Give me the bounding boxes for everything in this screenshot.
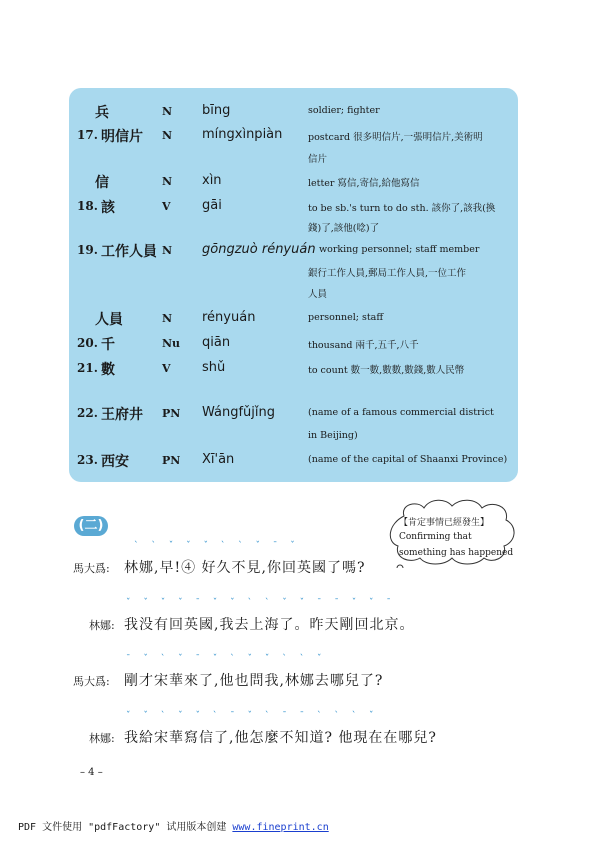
vocab-definition: 人員 bbox=[308, 289, 328, 300]
vocab-word: 王府井 bbox=[101, 407, 143, 423]
vocab-definition: 錢)了,該他(唸)了 bbox=[308, 223, 380, 234]
vocab-pos: V bbox=[162, 362, 171, 375]
tone-marks: ˇ ˇ ˋ ˇ ˇ ˋ ˉ ˇ ˋ ˉ ˉ ˋ ˋ ˋ ˇ bbox=[126, 711, 379, 721]
vocab-pos: N bbox=[162, 105, 173, 118]
tone-marks: ˋ ˋ ˇ ˇ ˇ ˋ ˋ ˇ ˉ ˇ bbox=[134, 541, 300, 551]
vocab-pos: PN bbox=[162, 407, 181, 420]
tone-marks: ˇ ˇ ˇ ˇ ˉ ˇ ˇ ˋ ˋ ˇ ˇ ˉ ˉ ˇ ˇ ˉ bbox=[126, 598, 396, 608]
vocab-number: 21. bbox=[77, 361, 98, 375]
speaker-name: 林娜: bbox=[89, 732, 115, 745]
vocab-number: 17. bbox=[77, 128, 98, 142]
vocab-definition: (name of the capital of Shaanxi Province) bbox=[308, 454, 508, 465]
vocab-word: 西安 bbox=[101, 454, 129, 470]
vocab-pinyin: bīng bbox=[202, 103, 231, 118]
vocab-pinyin: shǔ bbox=[202, 360, 226, 375]
vocabulary-panel bbox=[69, 88, 518, 482]
vocab-definition: thousand 兩千,五千,八千 bbox=[308, 340, 419, 351]
dialog-line: 剛才宋華來了,他也問我,林娜去哪兒了? bbox=[124, 673, 384, 689]
vocab-row-continued bbox=[69, 260, 518, 280]
vocab-number: 18. bbox=[77, 199, 98, 213]
vocab-pinyin: qiān bbox=[202, 335, 231, 350]
vocab-row bbox=[69, 239, 518, 259]
vocab-definition: postcard 很多明信片,一張明信片,美術明 bbox=[308, 132, 483, 143]
vocab-word: 該 bbox=[101, 200, 115, 216]
page-number: – 4 – bbox=[80, 767, 103, 778]
vocab-pinyin: xìn bbox=[202, 173, 222, 188]
tone-marks: ˉ ˇ ˋ ˇ ˉ ˇ ˋ ˇ ˇ ˋ ˋ ˇ bbox=[126, 654, 327, 664]
vocab-row bbox=[69, 357, 518, 377]
vocab-pos: N bbox=[162, 312, 173, 325]
vocab-row-continued bbox=[69, 146, 518, 166]
vocab-number: 23. bbox=[77, 453, 98, 467]
vocab-definition: letter 寫信,寄信,給他寫信 bbox=[308, 178, 420, 189]
vocab-word: 兵 bbox=[95, 105, 109, 121]
vocab-pos: N bbox=[162, 129, 173, 142]
vocab-pinyin: gōngzuò rényuán bbox=[202, 242, 316, 257]
vocab-number: 22. bbox=[77, 406, 98, 420]
vocab-row-continued bbox=[69, 425, 518, 445]
vocab-pinyin: míngxìnpiàn bbox=[202, 127, 283, 142]
speaker-name: 林娜: bbox=[89, 619, 115, 632]
vocab-row bbox=[69, 195, 518, 215]
vocab-definition: (name of a famous commercial district bbox=[308, 407, 494, 418]
vocab-row bbox=[69, 170, 518, 190]
vocab-row bbox=[69, 402, 518, 422]
grammar-note-title: 【肯定事情已經發生】 bbox=[399, 518, 490, 528]
vocab-pos: Nu bbox=[162, 337, 181, 350]
dialog-line: 我給宋華寫信了,他怎麼不知道? 他現在在哪兒? bbox=[124, 730, 437, 746]
speaker-name: 馬大爲: bbox=[73, 562, 110, 575]
pdf-footer bbox=[18, 818, 329, 833]
vocab-definition: in Beijing) bbox=[308, 430, 358, 441]
vocab-word: 數 bbox=[101, 362, 115, 378]
vocab-row-continued bbox=[69, 281, 518, 301]
vocab-definition: to count 數一數,數數,數錢,數人民幣 bbox=[308, 365, 465, 376]
vocab-pinyin: gāi bbox=[202, 198, 222, 213]
vocab-pinyin: Xī'ān bbox=[202, 452, 235, 467]
vocab-definition: to be sb.'s turn to do sth. 該你了,該我(換 bbox=[308, 203, 496, 214]
footer-link[interactable]: www.fineprint.cn bbox=[232, 822, 329, 833]
vocab-row bbox=[69, 124, 518, 144]
vocab-pinyin: rényuán bbox=[202, 310, 256, 325]
dialog-section-tag: (二) bbox=[74, 516, 108, 536]
vocab-definition: 信片 bbox=[308, 154, 328, 165]
vocab-word: 人員 bbox=[95, 312, 123, 328]
vocab-row-continued bbox=[69, 215, 518, 235]
vocab-definition: working personnel; staff member bbox=[319, 244, 480, 255]
vocab-number: 20. bbox=[77, 336, 98, 350]
vocab-definition: soldier; fighter bbox=[308, 105, 380, 116]
grammar-note-line: something has happened bbox=[399, 548, 514, 558]
vocab-pos: PN bbox=[162, 454, 181, 467]
vocab-pos: V bbox=[162, 200, 171, 213]
dialog-line: 我没有回英國,我去上海了。昨天剛回北京。 bbox=[124, 617, 415, 633]
footer-text: PDF 文件使用 "pdfFactory" 试用版本创建 bbox=[18, 822, 233, 833]
vocab-number: 19. bbox=[77, 243, 98, 257]
grammar-note-line: Confirming that bbox=[399, 532, 472, 542]
vocab-pinyin: Wángfǔjǐng bbox=[202, 405, 276, 420]
vocab-row bbox=[69, 307, 518, 327]
vocab-row bbox=[69, 332, 518, 352]
vocab-word: 工作人員 bbox=[101, 244, 157, 260]
vocab-word: 明信片 bbox=[101, 129, 143, 145]
vocab-row bbox=[69, 449, 518, 469]
vocab-word: 千 bbox=[101, 337, 115, 353]
vocab-definition: personnel; staff bbox=[308, 312, 384, 323]
vocab-row bbox=[69, 100, 518, 120]
dialog-line: 林娜,早!④ 好久不見,你回英國了嗎? bbox=[124, 560, 366, 576]
vocab-pos: N bbox=[162, 175, 173, 188]
vocab-definition: 銀行工作人員,郵局工作人員,一位工作 bbox=[308, 268, 467, 279]
vocab-word: 信 bbox=[95, 175, 109, 191]
vocab-pos: N bbox=[162, 244, 173, 257]
speaker-name: 馬大爲: bbox=[73, 675, 110, 688]
